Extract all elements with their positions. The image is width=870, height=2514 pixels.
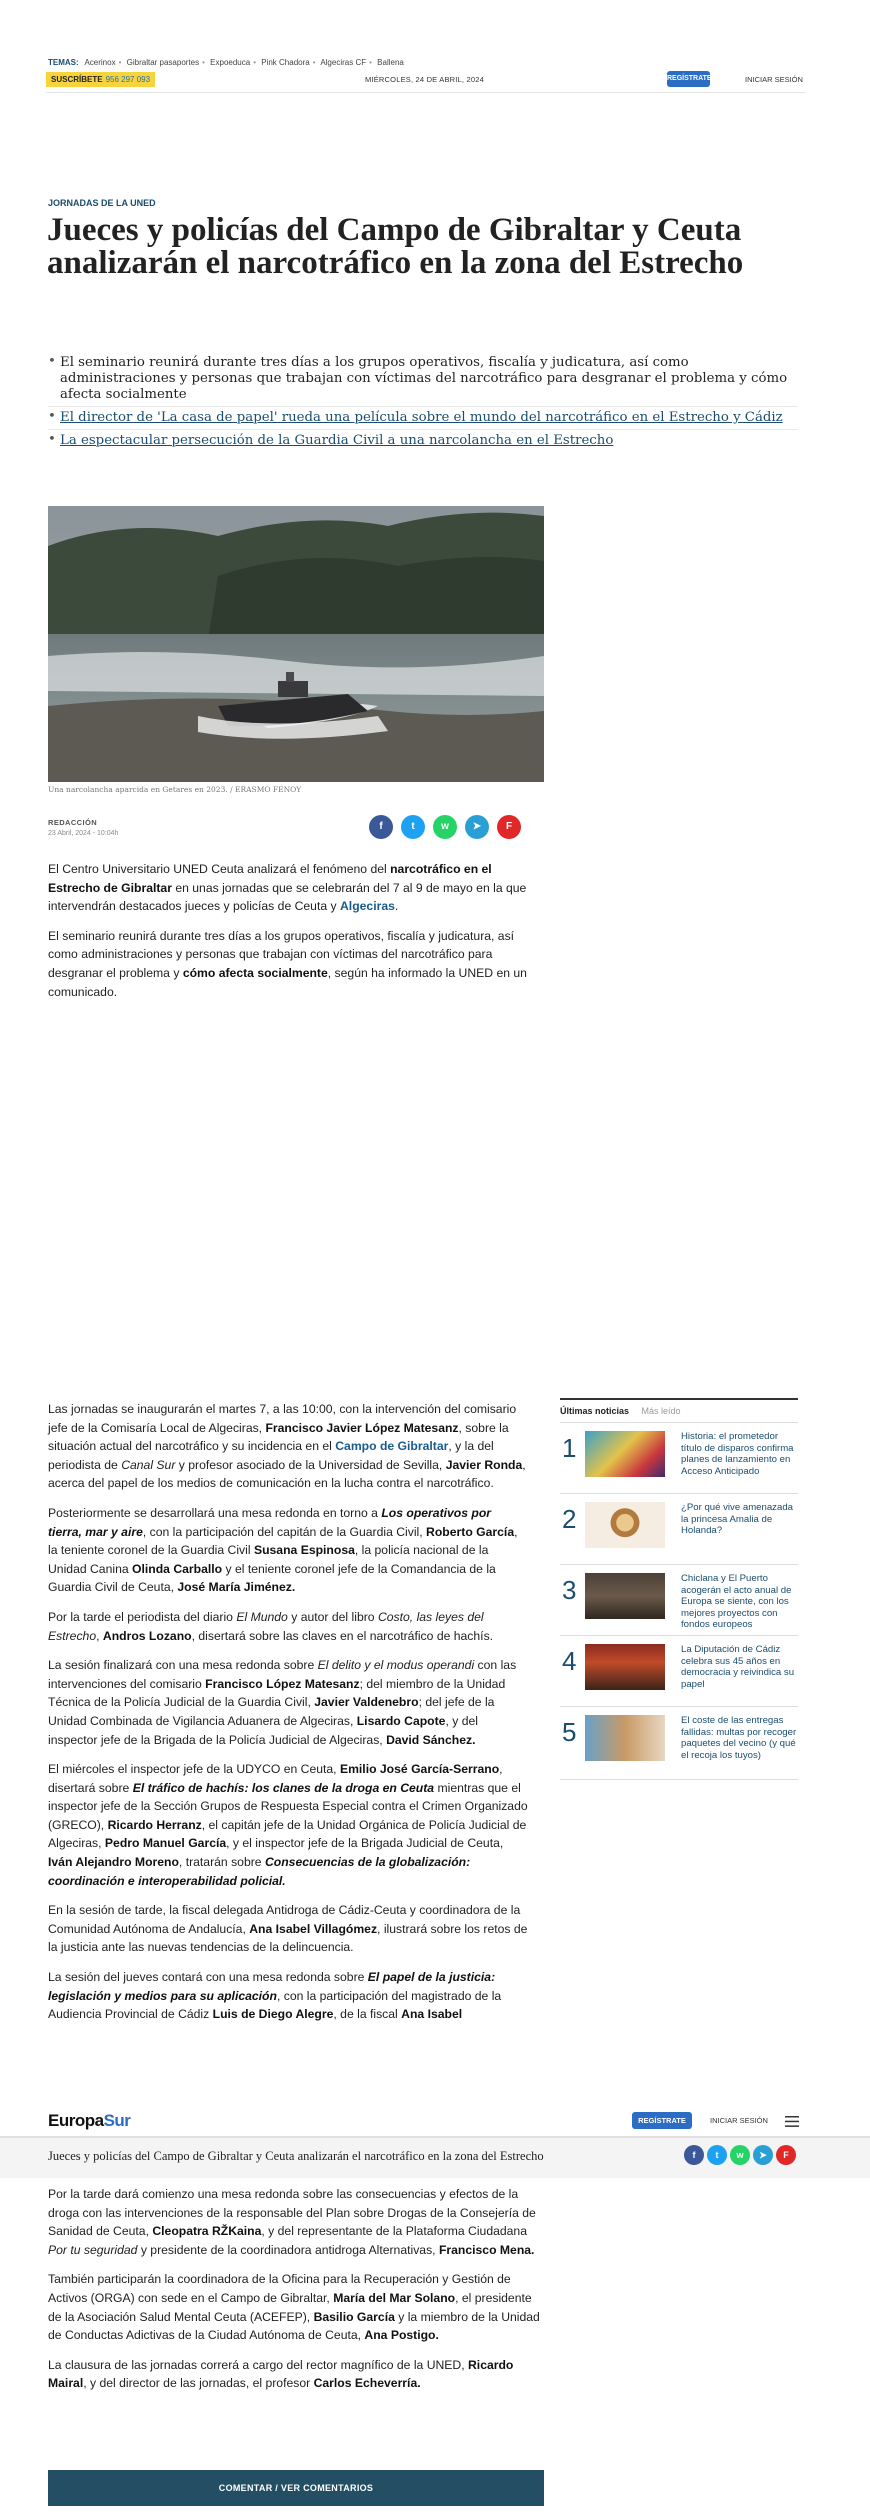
article-body-end xyxy=(48,2185,544,2404)
paragraph: Por la tarde dará comienzo una mesa redonda sobre las consecuencias y efectos de la droga con las intervenciones de la responsable del Plan sobre Drogas de la Consejería de Sanidad de Ceuta, Cleopatra RŽKaina, y del representante de la Plataforma Ciudadana Por tu seguridad y presidente de la coordinadora antidroga Alternativas, Francisco Mena. xyxy=(48,2187,536,2257)
list-item[interactable] xyxy=(560,1565,798,1636)
subscribe-button[interactable] xyxy=(46,72,155,87)
temas-bar: TEMAS: Acerinox • Gibraltar pasaportes • Expoeduca • Pink Chadora • Algeciras CF • Ballena xyxy=(48,58,404,67)
article-body-main xyxy=(48,1400,528,2022)
sticky-article-title: Jueces y policías del Campo de Gibraltar y Ceuta analizarán el narcotráfico en la zona del Estrecho xyxy=(48,2149,544,2163)
telegram-share-icon[interactable]: ➤ xyxy=(465,815,489,839)
subscribe-label: SUSCRÍBETE xyxy=(51,75,103,84)
article-body-intro xyxy=(48,860,528,1012)
news-thumbnail xyxy=(585,1573,665,1619)
register-button[interactable]: REGÍSTRATE xyxy=(667,71,710,87)
summary-item: • El seminario reunirá durante tres días a los grupos operativos, fiscalía y judicatura, así como administraciones y personas que trabajan con víctimas del narcotráfico para desgranar el problema y cómo afecta socialmente xyxy=(48,352,798,406)
tema-link[interactable]: Expoeduca xyxy=(210,58,251,67)
list-item[interactable] xyxy=(560,1423,798,1494)
rank-number: 3 xyxy=(562,1575,577,1605)
news-headline[interactable]: La Diputación de Cádiz celebra sus 45 años en democracia y reivindica su papel xyxy=(681,1644,795,1690)
tema-link[interactable]: Gibraltar pasaportes xyxy=(126,58,200,67)
paragraph: En la sesión de tarde, la fiscal delegada Antidroga de Cádiz-Ceuta y coordinadora de la Comunidad Autónoma de Andalucía, Ana Isabel Villagómez, ilustrará sobre los retos de la justicia ante las nuevas tendencias de la delincuencia. xyxy=(48,1903,528,1955)
news-headline[interactable]: Chiclana y El Puerto acogerán el acto anual de Europa se siente, con los mejores proyectos con fondos europeos xyxy=(681,1573,792,1630)
logo-part-a: Europa xyxy=(48,2111,104,2130)
tab-latest[interactable]: Últimas noticias xyxy=(560,1406,630,1416)
latest-news-sidebar xyxy=(560,1398,798,1780)
whatsapp-share-icon[interactable]: w xyxy=(433,815,457,839)
hamburger-menu-icon[interactable] xyxy=(785,2114,799,2125)
article-kicker[interactable]: JORNADAS DE LA UNED xyxy=(48,198,156,208)
rank-number: 1 xyxy=(562,1433,577,1463)
divider xyxy=(46,92,806,93)
algeciras-link[interactable]: Algeciras xyxy=(340,899,395,914)
news-thumbnail xyxy=(585,1431,665,1477)
facebook-share-icon[interactable]: f xyxy=(369,815,393,839)
subscribe-phone: 956 297 093 xyxy=(105,75,151,84)
paragraph: El Centro Universitario UNED Ceuta analizará el fenómeno del narcotráfico en el Estrecho de Gibraltar en unas jornadas que se celebrarán del 7 al 9 de mayo en la que intervendrán destacados jueces y policías de Ceuta y Algeciras. xyxy=(48,862,527,914)
rank-number: 2 xyxy=(562,1504,577,1534)
list-item[interactable] xyxy=(560,1636,798,1707)
rank-number: 5 xyxy=(562,1717,577,1747)
paragraph: El miércoles el inspector jefe de la UDYCO en Ceuta, Emilio José García-Serrano, disertará sobre El tráfico de hachís: los clanes de la droga en Ceuta mientras que el inspector jefe de la Sección Grupos de Respuesta Especial contra el Crimen Organizado (GRECO), Ricardo Herranz, el capitán jefe de la Unidad Orgánica de Policía Judicial de Algeciras, Pedro Manuel García, y el inspector jefe de la Brigada Judicial de Ceuta, Iván Alejandro Moreno, tratarán sobre Consecuencias de la globalización: coordinación e interoperabilidad policial. xyxy=(48,1762,528,1888)
paragraph: Por la tarde el periodista del diario El Mundo y autor del libro Costo, las leyes del Estrecho, Andros Lozano, disertará sobre las claves en el narcotráfico de hachís. xyxy=(48,1609,494,1643)
news-thumbnail xyxy=(585,1644,665,1690)
publish-date: 23 Abril, 2024 - 10:04h xyxy=(48,830,119,837)
author-name: REDACCIÓN xyxy=(48,818,98,827)
whatsapp-share-icon[interactable]: w xyxy=(730,2145,750,2165)
facebook-share-icon[interactable]: f xyxy=(684,2145,704,2165)
paragraph: La sesión del jueves contará con una mesa redonda sobre El papel de la justicia: legislación y medios para su aplicación, con la participación del magistrado de la Audiencia Provincial de Cádiz Luis de Diego Alegre, de la fiscal Ana Isabel xyxy=(48,1970,502,2022)
news-headline[interactable]: Historia: el prometedor título de disparos confirma planes de lanzamiento en Acceso Anticipado xyxy=(681,1431,794,1477)
related-link[interactable]: • La espectacular persecución de la Guardia Civil a una narcolancha en el Estrecho xyxy=(48,429,798,452)
twitter-share-icon[interactable]: t xyxy=(401,815,425,839)
flipboard-share-icon[interactable]: F xyxy=(776,2145,796,2165)
news-thumbnail xyxy=(585,1502,665,1548)
tema-link[interactable]: Pink Chadora xyxy=(261,58,310,67)
list-item[interactable] xyxy=(560,1494,798,1565)
telegram-share-icon[interactable]: ➤ xyxy=(753,2145,773,2165)
current-date: MIÉRCOLES, 24 DE ABRIL, 2024 xyxy=(365,75,484,84)
article-summary xyxy=(48,352,798,452)
login-link[interactable]: INICIAR SESIÓN xyxy=(710,2116,768,2125)
rank-number: 4 xyxy=(562,1646,577,1676)
login-link[interactable]: INICIAR SESIÓN xyxy=(745,75,803,84)
paragraph: La clausura de las jornadas correrá a cargo del rector magnífico de la UNED, Ricardo Mairal, y del director de las jornadas, el profesor Carlos Echeverría. xyxy=(48,2357,514,2391)
news-headline[interactable]: El coste de las entregas fallidas: multas por recoger paquetes del vecino (y qué el recoja los tuyos) xyxy=(681,1715,797,1761)
paragraph: También participarán la coordinadora de la Oficina para la Recuperación y Gestión de Activos (ORGA) con sede en el Campo de Gibraltar, María del Mar Solano, el presidente de la Asociación Salud Mental Ceuta (ACEFEP), Basilio García y la miembro de la Unidad de Conductas Adictivas de la Ciudad Autónoma de Ceuta, Ana Postigo. xyxy=(48,2272,540,2343)
paragraph: El seminario reunirá durante tres días a los grupos operativos, fiscalía y judicatura, así como administraciones y personas que trabajan con víctimas del narcotráfico para desgranar el problema y cómo afecta socialmente, según ha informado la UNED en un comunicado. xyxy=(48,928,527,999)
tema-link[interactable]: Ballena xyxy=(377,58,404,67)
comments-button[interactable]: COMENTAR / VER COMENTARIOS xyxy=(48,2470,544,2506)
paragraph: Las jornadas se inaugurarán el martes 7, a las 10:00, con la intervención del comisario jefe de la Comisaría Local de Algeciras, Francisco Javier López Matesanz, sobre la situación actual del narcotráfico y su incidencia en el Campo de Gibraltar, y la del periodista de Canal Sur y profesor asociado de la Universidad de Sevilla, Javier Ronda, acerca del papel de los medios de comunicación en la lucha contra el narcotráfico. xyxy=(48,1402,526,1491)
flipboard-share-icon[interactable]: F xyxy=(497,815,521,839)
article-photo xyxy=(48,506,544,782)
tema-link[interactable]: Algeciras CF xyxy=(320,58,367,67)
paragraph: La sesión finalizará con una mesa redonda sobre El delito y el modus operandi con las intervenciones del comisario Francisco López Matesanz; del miembro de la Unidad Técnica de la Policía Judicial de la Guardia Civil, Javier Valdenebro; del jefe de la Unidad Combinada de Vigilancia Aduanera de Algeciras, Lisardo Capote, y del inspector jefe de la Brigada de la Policía Judicial de Algeciras, David Sánchez. xyxy=(48,1658,517,1747)
site-logo[interactable] xyxy=(48,2111,130,2131)
temas-label: TEMAS: xyxy=(48,58,79,67)
sidebar-tabs xyxy=(560,1398,798,1423)
tema-link[interactable]: Acerinox xyxy=(84,58,116,67)
article-title: Jueces y policías del Campo de Gibraltar y Ceuta analizarán el narcotráfico en la zona del Estrecho xyxy=(47,212,744,281)
logo-part-b: Sur xyxy=(103,2111,131,2130)
list-item[interactable] xyxy=(560,1707,798,1780)
campo-gibraltar-link[interactable]: Campo de Gibraltar xyxy=(335,1439,449,1454)
paragraph: Posteriormente se desarrollará una mesa redonda en torno a Los operativos por tierra, mar y aire, con la participación del capitán de la Guardia Civil, Roberto García, la teniente coronel de la Guardia Civil Susana Espinosa, la policía nacional de la Unidad Canina Olinda Carballo y el teniente coronel jefe de la Comandancia de la Guardia Civil de Ceuta, José María Jiménez. xyxy=(48,1505,518,1595)
news-headline[interactable]: ¿Por qué vive amenazada la princesa Amalia de Holanda? xyxy=(681,1502,793,1536)
related-link[interactable]: • El director de 'La casa de papel' rueda una película sobre el mundo del narcotráfico en el Estrecho y Cádiz xyxy=(48,406,798,429)
photo-caption: Una narcolancha aparcida en Getares en 2023. / ERASMO FENOY xyxy=(48,785,302,794)
register-button[interactable]: REGÍSTRATE xyxy=(632,2112,692,2129)
news-thumbnail xyxy=(585,1715,665,1761)
tab-most-read[interactable]: Más leído xyxy=(641,1406,681,1416)
twitter-share-icon[interactable]: t xyxy=(707,2145,727,2165)
